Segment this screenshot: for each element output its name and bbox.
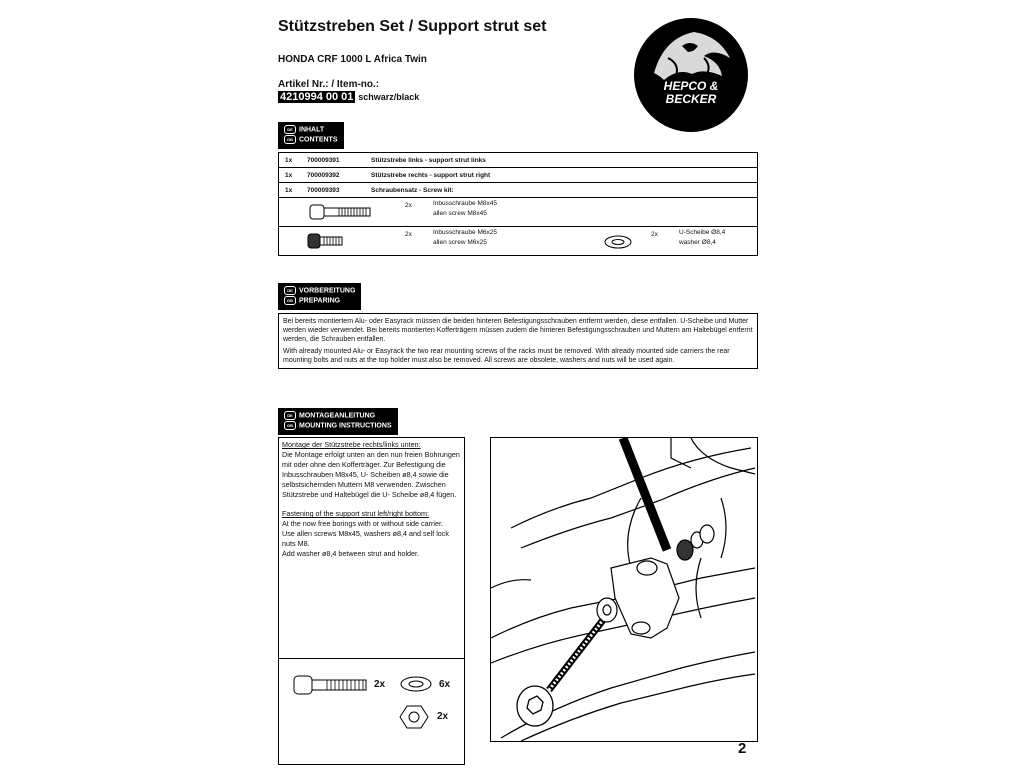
allen-screw-m6x25-icon	[307, 233, 343, 249]
screw-desc-en: allen screw M8x45	[433, 210, 487, 217]
screw-row-m6	[279, 227, 757, 255]
gb-flag-icon: GB	[284, 296, 296, 305]
mounting-heading-en: MOUNTING INSTRUCTIONS	[299, 422, 392, 430]
screw-row-m8	[279, 198, 757, 227]
de-flag-icon: DE	[284, 286, 296, 295]
row-qty: 1x	[285, 171, 293, 179]
eagle-icon	[634, 18, 748, 132]
mounting-heading	[278, 408, 398, 435]
logo-line-2: BECKER	[665, 92, 717, 106]
preparation-text-en: With already mounted Alu- or Easyrack the two rear mounting screws of the racks must be removed. With already mounted side carriers the rear mounting bolts and nuts at the top holder must also be removed. All screws are obsolete, washers and nuts will be used again.	[283, 348, 730, 364]
mounting-text-en-3: Add washer ø8,4 between strut and holder.	[282, 549, 420, 558]
article-block	[278, 78, 419, 104]
parts-nut-icon	[399, 704, 429, 730]
mounting-title-en: Fastening of the support strut left/right bottom:	[282, 509, 430, 518]
mounting-heading-de: MONTAGEANLEITUNG	[299, 412, 376, 420]
parts-washer-icon	[399, 676, 433, 692]
gb-flag-icon: GB	[284, 421, 296, 430]
mounting-illustration	[490, 437, 758, 742]
row-desc: Schraubensatz - Screw kit:	[371, 186, 454, 194]
preparation-text-de: Bei bereits montiertem Alu- oder Easyrack müssen die beiden hinteren Befestigungsschrauben entfernt werden, diese entfallen. U-Scheibe und Mutter werden wieder verwendet. Bei bereits montierten Kofferträgern müssen zudem die hinteren Befestigungsschrauben und Muttern am Haltebügel entfernt werden, die Schrauben entfallen.	[283, 318, 753, 343]
contents-heading	[278, 122, 344, 149]
row-number: 700009393	[307, 186, 340, 194]
table-row	[279, 168, 757, 183]
parts-screw-icon	[293, 674, 367, 696]
mounting-text-de: Die Montage erfolgt unten an den nun freien Bohrungen mit oder ohne den Kofferträger. Zur Befestigung die Inbusschrauben M8x45, U- Scheiben ø8,4 sowie die selbstsichernden Muttern M8 verwenden. Zwischen Stützstrebe und Haltebügel die U- Scheibe ø8,4 fügen.	[282, 450, 460, 499]
hepco-becker-logo	[634, 18, 748, 132]
article-number: 4210994 00 01	[280, 91, 354, 103]
preparation-heading-de: VORBEREITUNG	[299, 287, 356, 295]
contents-table	[278, 152, 758, 256]
preparation-heading-en: PREPARING	[299, 297, 341, 305]
washer-icon	[603, 235, 633, 249]
screw-qty: 2x	[405, 231, 412, 238]
table-row	[279, 153, 757, 168]
screw-desc-de: Inbusschraube M8x45	[433, 200, 497, 207]
row-number: 700009392	[307, 171, 340, 179]
preparation-box	[278, 313, 758, 369]
page-number: 2	[738, 740, 747, 757]
article-color: schwarz/black	[358, 92, 420, 102]
screw-qty: 2x	[405, 202, 412, 209]
contents-heading-de: INHALT	[299, 126, 325, 134]
vehicle-model: HONDA CRF 1000 L Africa Twin	[278, 54, 427, 65]
contents-heading-en: CONTENTS	[299, 136, 338, 144]
washer-desc-de: U-Scheibe Ø8,4	[679, 229, 726, 236]
gb-flag-icon: GB	[284, 135, 296, 144]
screw-desc-en: allen screw M6x25	[433, 239, 487, 246]
mounting-text-en-2: Use allen screws M8x45, washers ø8,4 and self lock nuts M8.	[282, 529, 449, 548]
logo-line-1: HEPCO &	[663, 79, 719, 93]
mounting-text-en-1: At the now free borings with or without side carrier.	[282, 519, 443, 528]
de-flag-icon: DE	[284, 125, 296, 134]
row-qty: 1x	[285, 156, 293, 164]
article-label: Artikel Nr.: / Item-no.:	[278, 79, 380, 90]
row-number: 700009391	[307, 156, 340, 164]
row-qty: 1x	[285, 186, 293, 194]
allen-screw-m8x45-icon	[309, 204, 371, 220]
washer-desc-en: washer Ø8,4	[679, 239, 716, 246]
logo-text	[634, 80, 748, 106]
parts-nut-qty: 2x	[437, 711, 449, 722]
mounting-illustration-drawing	[491, 438, 757, 741]
page-title: Stützstreben Set / Support strut set	[278, 18, 547, 35]
row-desc: Stützstrebe rechts - support strut right	[371, 171, 491, 179]
parts-screw-qty: 2x	[374, 679, 386, 690]
screw-desc-de: Inbusschraube M6x25	[433, 229, 497, 236]
mounting-instructions-box	[278, 437, 465, 765]
mounting-title-de: Montage der Stützstrebe rechts/links unten:	[282, 440, 421, 449]
preparation-heading	[278, 283, 361, 310]
parts-washer-qty: 6x	[439, 679, 451, 690]
table-row	[279, 183, 757, 198]
washer-qty: 2x	[651, 231, 658, 238]
de-flag-icon: DE	[284, 411, 296, 420]
instruction-page	[268, 0, 758, 768]
row-desc: Stützstrebe links - support strut links	[371, 156, 486, 164]
